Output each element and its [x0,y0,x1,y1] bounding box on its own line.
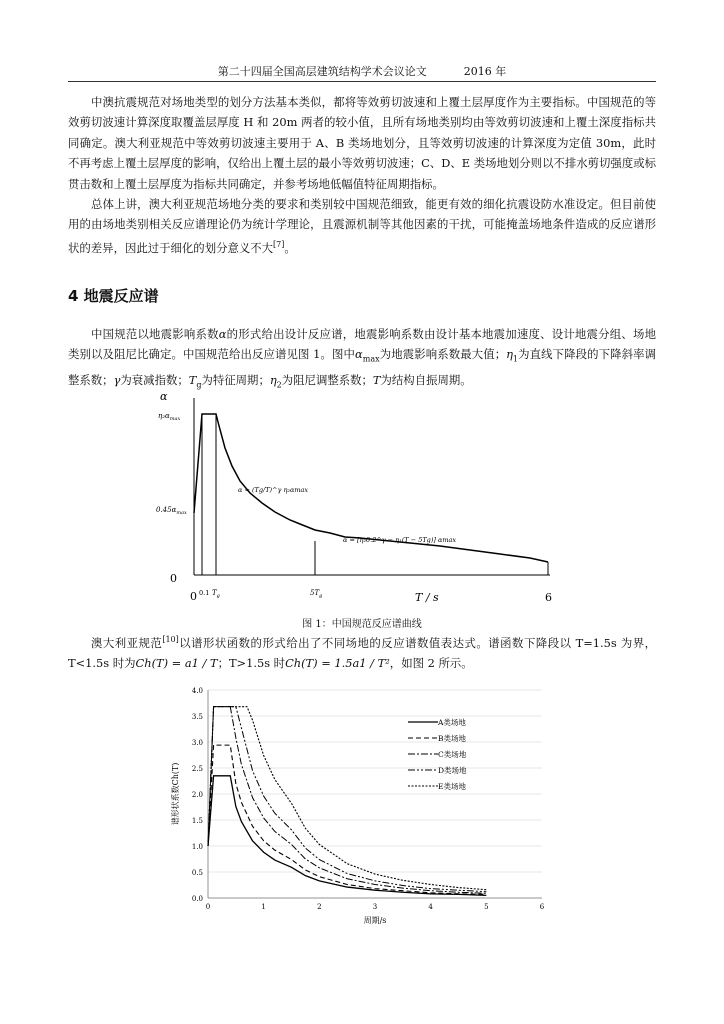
y-tick-label: 3.5 [191,713,203,721]
header-title: 第二十四届全国高层建筑结构学术会议论文 [217,65,427,78]
y-tick-label: 1.5 [191,817,203,825]
fig1-tick-01: 0.1 [199,589,210,597]
x-tick-label: 3 [372,903,378,911]
fig1-y-zero: 0 [170,572,177,585]
y-tick-label: 4.0 [191,687,203,695]
fig1-tick-tg: $T_g$ [212,589,220,599]
x-tick-label: 4 [428,903,433,911]
chart-tick-labels [192,687,545,911]
chart-legend [408,717,467,791]
fig1-label-peak: $\eta_2\alpha_{max}$ [158,412,181,422]
y-tick-label: 3.0 [191,739,203,747]
fig1-formula-line: α = [η₂0.2^γ − η₁(T − 5Tg)] αmax [343,536,457,544]
chart-y-axis-label: 谱形状系数Ch(T) [171,762,180,826]
legend-label: C类场地 [438,750,467,759]
fig1-label-start: $0.45\alpha_{max}$ [156,506,187,516]
x-tick-label: 1 [261,903,266,911]
paragraph-site-classification: 中澳抗震规范对场地类型的划分方法基本类似，都将等效剪切波速和上覆土层厚度作为主要指标。中国规范的等效剪切波速计算深度取覆盖层厚度 H 和 20m 两者的较小值，且所有场地类别均由等效剪切波速和上覆土深度指标共同确定。澳大利亚规范中等效剪切波速主要用于 A、B 类场地划分，且等效剪切波速的计算深度为定值 30m，此时不再考虑上覆土层厚度的影响，仅给出上覆土层的最小等效剪切波速；C、D、E 类场地划分则以不排水剪切强度或标贯击数和上覆土层厚度为指标共同确定，并参考场地低幅值特征周期指标。 [68,95,656,191]
legend-label: B类场地 [438,734,467,743]
fig1-x-max: 6 [545,591,552,604]
citation-10: [10] [162,635,179,644]
chart-x-axis-label: 周期/s [363,916,387,925]
figure-2-australia-chart [166,680,566,930]
fig1-x-label: T / s [415,591,439,604]
fig1-y-symbol: α [160,390,168,403]
legend-label: A类场地 [438,718,466,727]
legend-label: D类场地 [438,766,467,775]
y-tick-label: 1.0 [191,843,203,851]
fig1-x-zero: 0 [190,590,197,603]
citation-7: [7] [273,239,285,249]
figure-1-caption: 图 1：中国规范反应谱曲线 [302,619,422,630]
x-tick-label: 0 [205,903,211,911]
x-tick-label: 5 [484,903,489,911]
chart-gridlines [208,690,542,898]
x-tick-label: 6 [539,903,545,911]
paragraph-australia-spectrum: 澳大利亚规范[10]以谱形状函数的形式给出了不同场地的反应谱数值表达式。谱函数下降段以 T=1.5s 为界，T<1.5s 时为Ch(T) = a1 / T；T>1.5s 时Ch(T) = 1.5a1 / T²，如图 2 所示。 [68,635,656,671]
y-tick-label: 2.0 [191,791,203,799]
y-tick-label: 0.5 [191,869,203,877]
body-text-top [68,92,656,258]
formula-ch-short: Ch(T) = a1 / T [135,656,218,671]
running-header [68,63,656,82]
y-tick-label: 0.0 [191,895,203,903]
section-heading: 4 地震反应谱 [68,287,159,305]
paragraph-china-spectrum: 中国规范以地震影响系数α的形式给出设计反应谱，地震影响系数由设计基本地震加速度、设计地震分组、场地类别以及阻尼比确定。中国规范给出反应谱见图 1。图中$\alpha_{max}$为地震影响系数最大值；$\eta_1$为直线下降段的下降斜率调整系数；γ为衰减指数；$T_g$为特征周期；$\eta_2$为阻尼调整系数；T为结构自振周期。 [68,327,656,390]
header-year: 2016 年 [463,65,507,78]
paragraph-summary: 总体上讲，澳大利亚规范场地分类的要求和类别较中国规范细致，能更有效的细化抗震设防水准设定。但目前使用的由场地类别相关反应谱理论仍为统计学理论，且震源机制等其他因素的干扰，可能掩盖场地条件造成的反应谱形状的差异，因此过于细化的划分意义不大[7]。 [68,197,656,255]
x-tick-label: 2 [317,903,322,911]
y-tick-label: 2.5 [191,765,203,773]
fig1-tick-5tg: $5T_g$ [310,589,323,599]
formula-ch-long: Ch(T) = 1.5a1 / T² [285,656,390,671]
legend-label: E类场地 [438,782,466,791]
figure-1-china-spectrum [150,390,570,608]
fig1-formula-curve: α = (Tg/T)^γ η₂αmax [238,486,309,494]
